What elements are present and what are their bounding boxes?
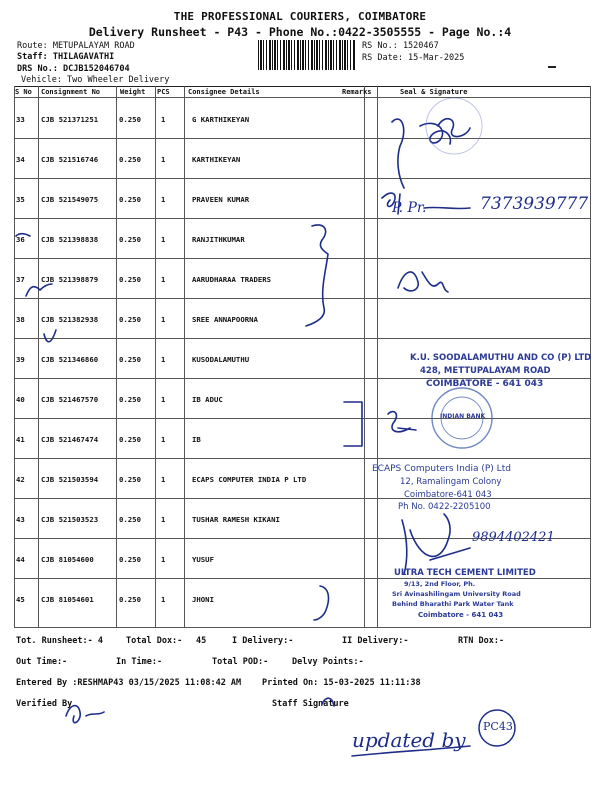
row-consignment: CJB 521398838 (41, 235, 99, 244)
row-weight: 0.250 (119, 515, 141, 524)
row-weight: 0.250 (119, 355, 141, 364)
i-delivery: I Delivery:- (232, 636, 294, 646)
stamp-kusodalamuthu-line1: K.U. SOODALAMUTHU AND CO (P) LTD (410, 353, 592, 363)
row-pcs: 1 (161, 515, 166, 524)
row-sno: 41 (16, 435, 25, 444)
signature-ecaps (402, 514, 470, 574)
row-consignment: CJB 81054601 (41, 595, 94, 604)
row-consignee: G KARTHIKEYAN (192, 115, 250, 124)
rs-date: RS Date: 15-Mar-2025 (362, 53, 465, 63)
signature-praveen: P. Pr. (392, 200, 427, 216)
tick-38 (44, 330, 56, 342)
total-dox-value: 45 (196, 636, 207, 646)
signature-staff (322, 698, 334, 706)
bracket-40-41 (344, 402, 362, 446)
stamp-ecaps-line3: Coimbatore-641 043 (404, 490, 492, 500)
signature-verified (66, 706, 104, 723)
stamp-ecaps-line1: ECAPS Computers India (P) Ltd (372, 464, 511, 474)
stamp-ultratech-line5: Coimbatore - 641 043 (418, 611, 504, 619)
rtn-dox: RTN Dox:- (458, 636, 505, 646)
tick-36 (16, 234, 30, 236)
row-consignment: CJB 521516746 (41, 155, 99, 164)
row-sno: 44 (16, 555, 25, 564)
row-consignee: IB (192, 435, 201, 444)
col-header-remarks: Remarks (342, 88, 372, 96)
stamp-ecaps-line2: 12, Ramalingam Colony (400, 477, 502, 487)
col-header-pcs: PCS (157, 88, 170, 96)
row-consignee: KUSODALAMUTHU (192, 355, 250, 364)
row-sno: 37 (16, 275, 25, 284)
updated-by-code: PC43 (483, 720, 513, 733)
ii-delivery: II Delivery:- (342, 636, 409, 646)
row-sno: 36 (16, 235, 25, 244)
row-sno: 38 (16, 315, 25, 324)
total-pod: Total POD:- (212, 657, 269, 667)
row-weight: 0.250 (119, 315, 141, 324)
row-consignment: CJB 521467474 (41, 435, 99, 444)
total-runsheet: Tot. Runsheet:- 4 (16, 636, 103, 646)
row-weight: 0.250 (119, 475, 141, 484)
row-pcs: 1 (161, 155, 166, 164)
col-header-consignee: Consignee Details (188, 88, 260, 96)
row-weight: 0.250 (119, 155, 141, 164)
row-consignee: ECAPS COMPUTER INDIA P LTD (192, 475, 307, 484)
row-consignment: CJB 521467570 (41, 395, 99, 404)
row-sno: 40 (16, 395, 25, 404)
row-weight: 0.250 (119, 235, 141, 244)
stamp-ultratech-line1: ULTRA TECH CEMENT LIMITED (394, 568, 536, 578)
row-sno: 39 (16, 355, 25, 364)
row-consignment: CJB 521398879 (41, 275, 99, 284)
row-consignee: AARUDHARAA TRADERS (192, 275, 272, 284)
stamp-ultratech-line2: 9/13, 2nd Floor, Ph. (404, 580, 476, 588)
drs-number: DRS No.: DCJB152046704 (17, 64, 130, 74)
row-consignee: TUSHAR RAMESH KIKANI (192, 515, 280, 524)
staff: Staff: THILAGAVATHI (17, 52, 115, 62)
runsheet-title: Delivery Runsheet - P43 - Phone No.:0422-3505555 - Page No.:4 (88, 25, 512, 39)
row-pcs: 1 (161, 395, 166, 404)
bracket-36-38 (306, 225, 328, 326)
stamp-bank-name: INDIAN BANK (440, 413, 486, 420)
row-pcs: 1 (161, 435, 166, 444)
in-time: In Time:- (116, 657, 163, 667)
row-consignment: CJB 521371251 (41, 115, 99, 124)
entered-by: Entered By :RESHMAP43 03/15/2025 11:08:42 AM (16, 678, 242, 688)
row-sno: 34 (16, 155, 25, 164)
row-weight: 0.250 (119, 275, 141, 284)
stamp-kusodalamuthu-line3: COIMBATORE - 641 043 (426, 379, 544, 389)
col-header-consignment: Consignment No (41, 88, 101, 96)
row-pcs: 1 (161, 555, 166, 564)
staff-signature: Staff Signature (272, 699, 349, 709)
vehicle: Vehicle: Two Wheeler Delivery (21, 75, 170, 85)
row-pcs: 1 (161, 475, 166, 484)
row-consignee: PRAVEEN KUMAR (192, 195, 250, 204)
out-time: Out Time:- (16, 657, 68, 667)
row-sno: 45 (16, 595, 25, 604)
row-pcs: 1 (161, 595, 166, 604)
row-consignee: YUSUF (192, 555, 214, 564)
col-header-sno: S No (15, 88, 32, 96)
total-dox-label: Total Dox:- (126, 636, 183, 646)
row-pcs: 1 (161, 235, 166, 244)
rs-number: RS No.: 1520467 (362, 41, 439, 51)
stamp-ultratech-line3: Sri Avinashilingam University Road (392, 590, 521, 598)
printed-on: Printed On: 15-03-2025 11:11:38 (262, 678, 421, 688)
row-consignee: SREE ANNAPOORNA (192, 315, 258, 324)
col-header-seal-signature: Seal & Signature (400, 88, 468, 96)
row-consignment: CJB 81054600 (41, 555, 94, 564)
row-weight: 0.250 (119, 435, 141, 444)
row-consignment: CJB 521503523 (41, 515, 99, 524)
verified-by: Verified By (16, 699, 73, 709)
signature-karthikeyan (392, 119, 450, 188)
signature-aarudharaa (398, 272, 448, 292)
bracket-44-45 (314, 586, 328, 620)
row-consignee: IB ADUC (192, 395, 223, 404)
row-sno: 33 (16, 115, 25, 124)
row-pcs: 1 (161, 315, 166, 324)
row-weight: 0.250 (119, 555, 141, 564)
stamp-ultratech-line4: Behind Bharathi Park Water Tank (392, 600, 514, 608)
row-consignment: CJB 521503594 (41, 475, 99, 484)
stamp-ecaps-line4: Ph No. 0422-2205100 (398, 502, 491, 512)
row-consignee: RANJITHKUMAR (192, 235, 245, 244)
row-weight: 0.250 (119, 595, 141, 604)
stamp-kusodalamuthu-line2: 428, METTUPALAYAM ROAD (420, 366, 551, 376)
row-pcs: 1 (161, 195, 166, 204)
phone-handwritten: 7373939777 (480, 194, 589, 214)
delivery-points: Delvy Points:- (292, 657, 364, 667)
row-pcs: 1 (161, 115, 166, 124)
row-pcs: 1 (161, 275, 166, 284)
updated-by-note: updated by (352, 728, 466, 752)
tick-37 (26, 284, 52, 296)
row-consignment: CJB 521346860 (41, 355, 99, 364)
col-header-weight: Weight (120, 88, 146, 96)
company-title: THE PROFESSIONAL COURIERS, COIMBATORE (173, 10, 427, 23)
row-sno: 35 (16, 195, 25, 204)
row-weight: 0.250 (119, 195, 141, 204)
row-pcs: 1 (161, 355, 166, 364)
row-sno: 43 (16, 515, 25, 524)
row-consignee: JHONI (192, 595, 214, 604)
row-sno: 42 (16, 475, 25, 484)
row-consignment: CJB 521549075 (41, 195, 99, 204)
row-consignment: CJB 521382938 (41, 315, 99, 324)
route: Route: METUPALAYAM ROAD (17, 41, 135, 51)
row-weight: 0.250 (119, 395, 141, 404)
row-consignee: KARTHIKEYAN (192, 155, 241, 164)
phone-handwritten-2: 9894402421 (472, 530, 555, 545)
signature-ib (388, 412, 416, 432)
row-weight: 0.250 (119, 115, 141, 124)
